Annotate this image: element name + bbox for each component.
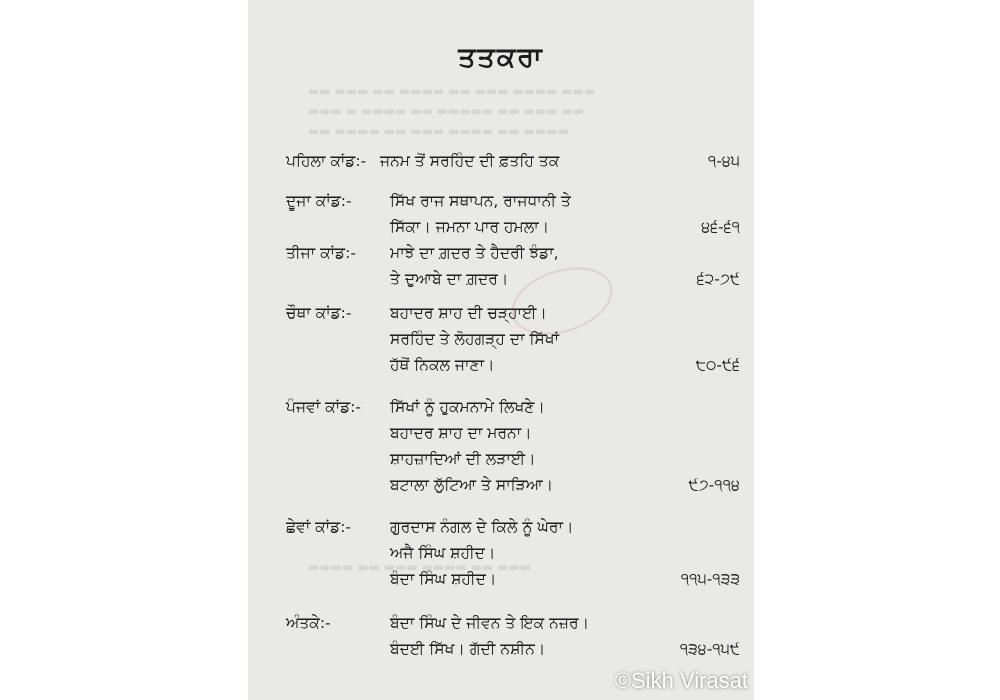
page-range: ੯੭-੧੧੪ [688,476,740,494]
page-range: ੧੩੪-੧੫੯ [679,640,740,658]
chapter-line: ਹੱਥੋਂ ਨਿਕਲ ਜਾਣਾ। [390,356,495,374]
chapter-line: ਸਿੱਖਾਂ ਨੂੰ ਹੁਕਮਨਾਮੇ ਲਿਖਣੇ। [390,398,545,416]
chapter-line: ਬੰਦਾ ਸਿੰਘ ਸ਼ਹੀਦ। [390,570,497,588]
chapter-label: ਤੀਜਾ ਕਾਂਡ:- [286,244,356,262]
page-range: ੮੦-੯੬ [695,356,740,374]
chapter-line: ਬੰਦਾ ਸਿੰਘ ਦੇ ਜੀਵਨ ਤੇ ਇਕ ਨਜ਼ਰ। [390,614,590,632]
chapter-line: ਅਜੈ ਸਿੰਘ ਸ਼ਹੀਦ। [390,544,496,562]
chapter-label: ਛੇਵਾਂ ਕਾਂਡ:- [286,518,352,536]
bleed-through: ▬▬▬ ▬ ▬▬▬▬ ▬▬ ▬▬▬▬▬ ▬▬ ▬▬▬ ▬▬ [308,104,585,118]
chapter-line: ਸਿੱਕਾ। ਜਮਨਾ ਪਾਰ ਹਮਲਾ। [390,218,550,236]
page-title: ਤਤਕਰਾ [458,42,544,73]
page-range: ੬੨-੭੯ [696,270,740,288]
chapter-line: ਸਿੱਖ ਰਾਜ ਸਥਾਪਨ, ਰਾਜਧਾਨੀ ਤੇ [390,192,571,210]
chapter-line: ਜਨਮ ਤੋਂ ਸਰਹਿੰਦ ਦੀ ਫ਼ਤਹਿ ਤਕ [380,152,560,170]
bleed-through: ▬▬ ▬▬▬▬ ▬▬ ▬▬▬ ▬▬▬▬ ▬▬ ▬▬▬▬ [308,124,569,138]
chapter-line: ਸ਼ਾਹਜ਼ਾਦਿਆਂ ਦੀ ਲੜਾਈ। [390,450,536,468]
chapter-line: ਬਹਾਦਰ ਸ਼ਾਹ ਦੀ ਚੜ੍ਹਾਈ। [390,304,547,322]
book-page [248,0,754,700]
chapter-label: ਅੰਤਕੇ:- [286,614,331,632]
bleed-through: ▬▬▬▬ ▬▬ ▬▬▬ ▬▬▬▬ ▬▬ ▬▬▬ [308,560,532,574]
chapter-line: ਬਟਾਲਾ ਲੁੱਟਿਆ ਤੇ ਸਾੜਿਆ। [390,476,554,494]
page-range: ੧੧੫-੧੩੩ [680,570,740,588]
page-range: ੧-੪੫ [707,152,740,170]
chapter-line: ਬਹਾਦਰ ਸ਼ਾਹ ਦਾ ਮਰਨਾ। [390,424,532,442]
chapter-line: ਗੁਰਦਾਸ ਨੰਗਲ ਦੇ ਕਿਲੇ ਨੂੰ ਘੇਰਾ। [390,518,574,536]
chapter-line: ਮਾਝੇ ਦਾ ਗ਼ਦਰ ਤੇ ਹੈਦਰੀ ਝੰਡਾ, [390,244,559,262]
copyright-watermark: ©Sikh Virasat [614,668,748,693]
chapter-label: ਦੂਜਾ ਕਾਂਡ:- [286,192,352,210]
chapter-label: ਪੰਜਵਾਂ ਕਾਂਡ:- [286,398,361,416]
page-range: ੪੬-੬੧ [701,218,740,236]
chapter-label: ਚੌਥਾ ਕਾਂਡ:- [286,304,352,322]
bleed-through: ▬▬ ▬▬▬ ▬▬ ▬▬▬▬ ▬▬ ▬▬▬ ▬▬▬▬ ▬▬▬ [308,84,596,98]
chapter-line: ਤੇ ਦੁਆਬੇ ਦਾ ਗ਼ਦਰ। [390,270,509,288]
chapter-line: ਬੰਦਈ ਸਿੱਖ। ਗੱਦੀ ਨਸ਼ੀਨ। [390,640,546,658]
chapter-line: ਸਰਹਿੰਦ ਤੇ ਲੋਹਗੜ੍ਹ ਦਾ ਸਿੱਖਾਂ [390,330,559,348]
chapter-label: ਪਹਿਲਾ ਕਾਂਡ:- [286,152,367,170]
